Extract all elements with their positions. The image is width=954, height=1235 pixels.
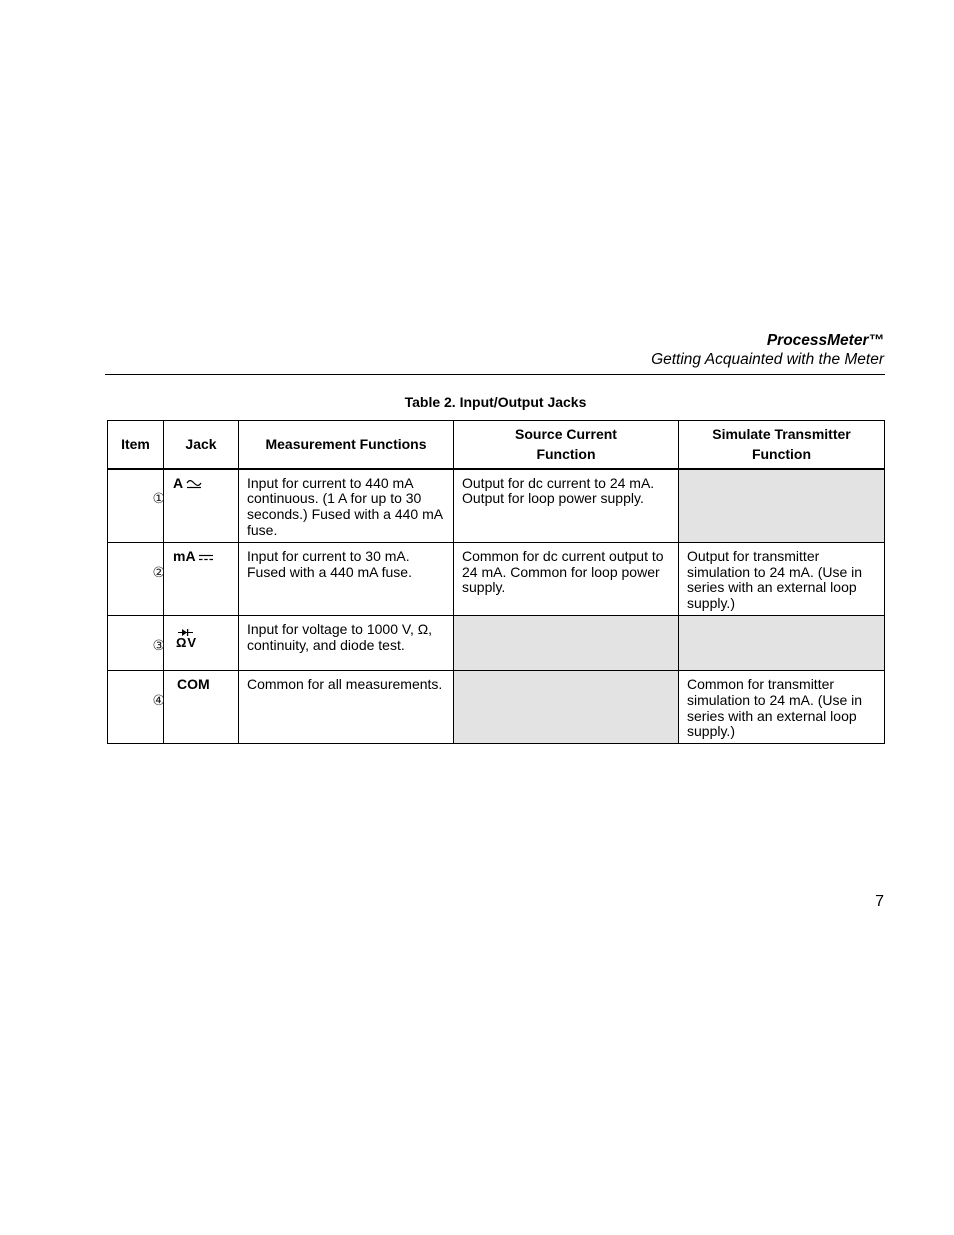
table-row (108, 469, 885, 543)
column-header-item: Item (108, 421, 164, 469)
item-number: ③ (152, 637, 166, 654)
table-row (108, 616, 885, 671)
jack-cell (164, 543, 239, 616)
measurement-functions-cell: Common for all measurements. (239, 671, 454, 744)
measurement-functions-cell: Input for current to 30 mA. Fused with a 440 mA fuse. (239, 543, 454, 616)
ac-dc-icon (186, 479, 202, 489)
table-row (108, 543, 885, 616)
jack-cell (164, 616, 239, 671)
item-cell (108, 671, 164, 744)
table-caption: Table 2. Input/Output Jacks (404, 394, 587, 410)
jack-label: COM (177, 676, 210, 693)
source-current-cell: Output for dc current to 24 mA. Output for loop power supply. (454, 469, 679, 543)
jack-cell (164, 469, 239, 543)
section-title: Getting Acquainted with the Meter (651, 351, 884, 368)
page-number: 7 (875, 893, 884, 910)
measurement-functions-cell: Input for voltage to 1000 V, Ω, continuity, and diode test. (239, 616, 454, 671)
jack-label: A (173, 474, 184, 491)
column-header-simulate-transmitter-function: Simulate Transmitter Function (679, 421, 885, 469)
column-header-source-current-function: Source Current Function (454, 421, 679, 469)
measurement-functions-cell: Input for current to 440 mA continuous. (1 A for up to 30 seconds.) Fused with a 440 mA fuse. (239, 469, 454, 543)
jack-label: ΩV (176, 635, 198, 650)
simulate-transmitter-cell: Common for transmitter simulation to 24 mA. (Use in series with an external loop supply.) (679, 671, 885, 744)
item-cell (108, 469, 164, 543)
source-current-cell (454, 671, 679, 744)
column-header-jack: Jack (164, 421, 239, 469)
simulate-transmitter-cell (679, 469, 885, 543)
jack-label: mA (173, 548, 196, 564)
item-cell (108, 616, 164, 671)
table-row (108, 671, 885, 744)
product-name: ProcessMeter™ (766, 332, 884, 349)
input-output-jacks-table (107, 420, 885, 744)
jack-cell (164, 671, 239, 744)
item-cell (108, 543, 164, 616)
item-number: ② (152, 564, 166, 581)
simulate-transmitter-cell (679, 616, 885, 671)
running-header (105, 331, 884, 369)
column-header-measurement-functions: Measurement Functions (239, 421, 454, 469)
table-header-row (108, 421, 885, 469)
dc-icon (199, 553, 213, 561)
source-current-cell: Common for dc current output to 24 mA. Common for loop power supply. (454, 543, 679, 616)
simulate-transmitter-cell: Output for transmitter simulation to 24 mA. (Use in series with an external loop supply.) (679, 543, 885, 616)
item-number: ④ (152, 692, 166, 709)
header-rule (105, 374, 885, 375)
item-number: ① (152, 491, 166, 508)
source-current-cell (454, 616, 679, 671)
